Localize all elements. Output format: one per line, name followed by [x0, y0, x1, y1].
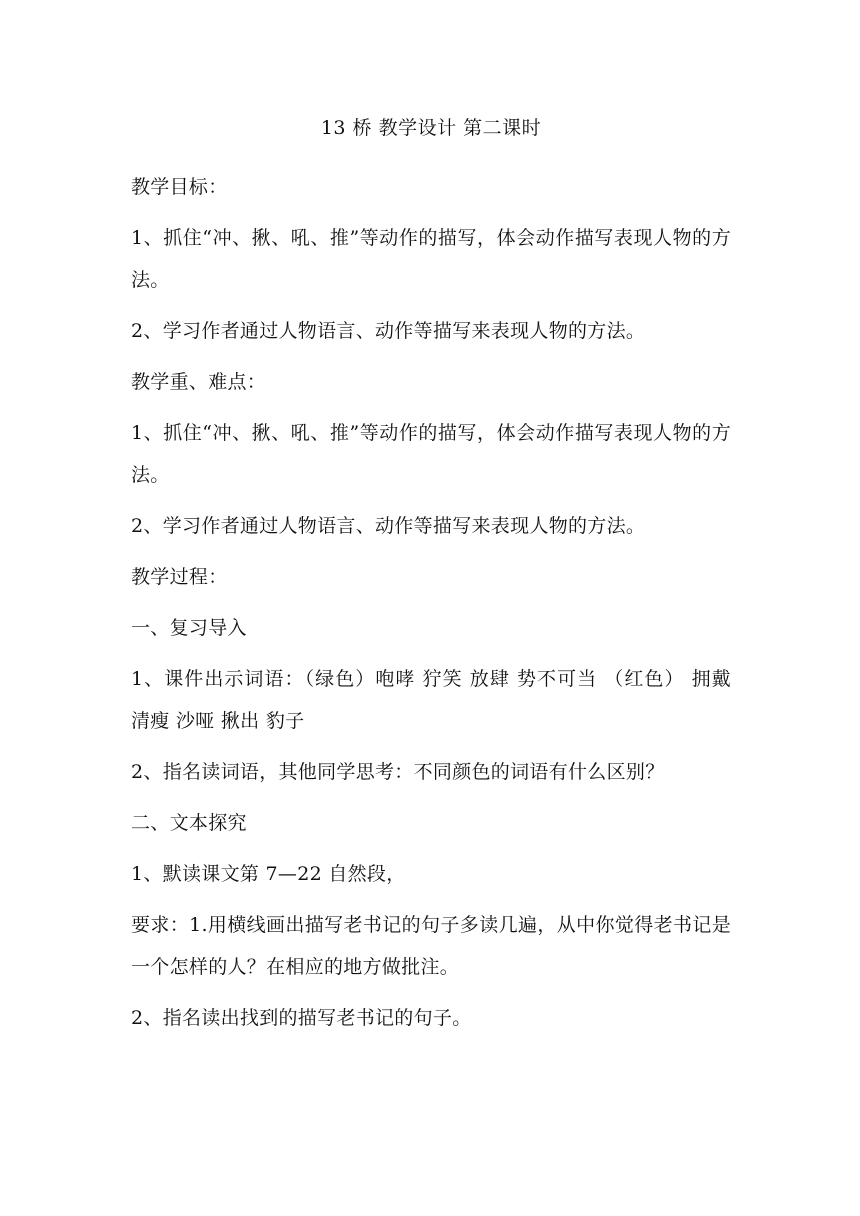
review-item-1: 1、课件出示词语：（绿色）咆哮 狞笑 放肆 势不可当 （红色） 拥戴 清瘦 沙哑 揪出 豹子	[131, 668, 731, 732]
section-heading-key-points: 教学重、难点：	[131, 371, 267, 393]
section-heading-process: 教学过程：	[131, 566, 228, 588]
objective-item-1: 1、抓住“冲、揪、吼、推”等动作的描写，体会动作描写表现人物的方法。	[131, 227, 731, 291]
key-point-item-1: 1、抓住“冲、揪、吼、推”等动作的描写，体会动作描写表现人物的方法。	[131, 422, 731, 486]
explore-item-1: 1、默读课文第 7—22 自然段，	[131, 863, 406, 885]
section-heading-objectives: 教学目标：	[131, 176, 228, 198]
process-step-review: 一、复习导入	[131, 617, 247, 639]
document-body	[131, 112, 731, 1048]
key-point-item-2: 2、学习作者通过人物语言、动作等描写来表现人物的方法。	[131, 515, 646, 537]
process-step-explore: 二、文本探究	[131, 812, 247, 834]
review-item-2: 2、指名读词语，其他同学思考：不同颜色的词语有什么区别？	[131, 761, 665, 783]
explore-requirement: 要求：1.用横线画出描写老书记的句子多读几遍，从中你觉得老书记是一个怎样的人？在相应的地方做批注。	[131, 914, 731, 978]
document-title: 13 桥 教学设计 第二课时	[320, 117, 542, 139]
explore-item-2: 2、指名读出找到的描写老书记的句子。	[131, 1007, 472, 1029]
objective-item-2: 2、学习作者通过人物语言、动作等描写来表现人物的方法。	[131, 320, 646, 342]
